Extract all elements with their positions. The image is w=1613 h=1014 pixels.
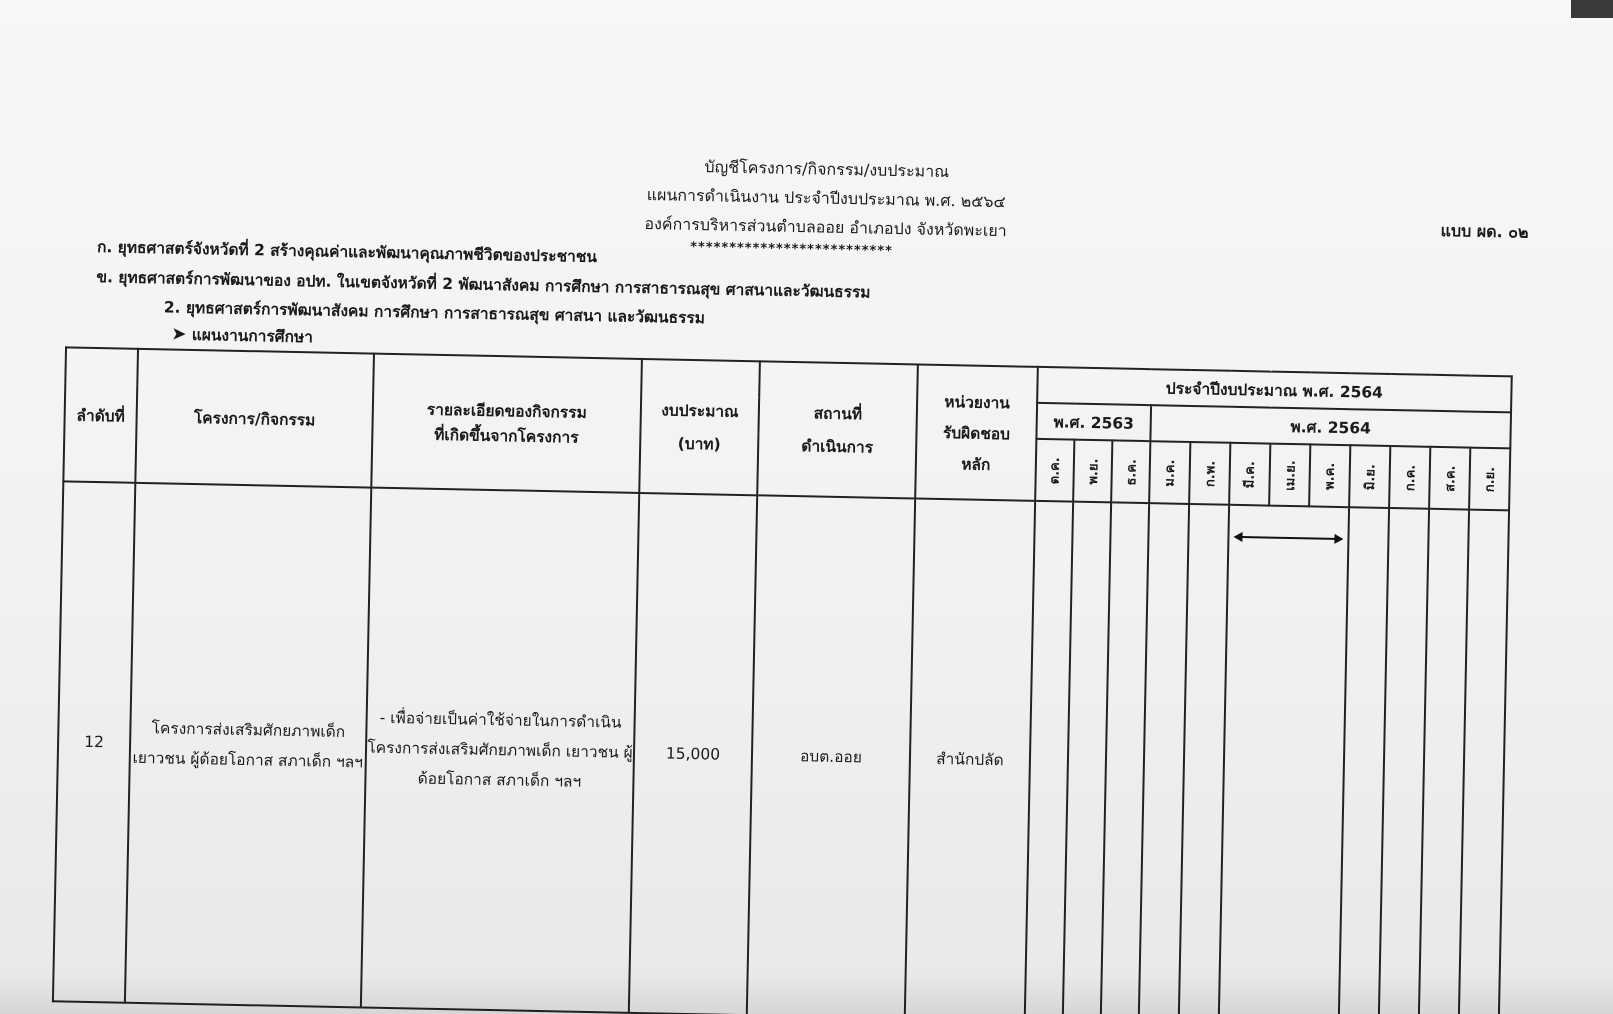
month-label: พ.ค.: [1322, 462, 1339, 490]
month-nov: [1073, 440, 1112, 503]
month-dec: [1111, 440, 1150, 503]
month-aug: [1429, 447, 1470, 510]
header-place-line1: สถานที่: [813, 404, 863, 424]
local-strategy: ข. ยุทธศาสตร์การพัฒนาของ อปท. ในเขตจังหวัดที่ 2 พัฒนาสังคม การศึกษา การสาธารณสุข ศาสนาและวัฒนธรรม: [96, 267, 871, 302]
header-unit-line2: รับผิดชอบ: [942, 423, 1011, 443]
month-label: มี.ค.: [1242, 460, 1259, 488]
doc-subtitle: แผนการดำเนินงาน ประจำปีงบประมาณ พ.ศ. ๒๕๖๔: [646, 185, 1006, 212]
month-label: พ.ย.: [1085, 457, 1102, 485]
month-apr: [1269, 444, 1310, 507]
doc-title: บัญชีโครงการ/กิจกรรม/งบประมาณ: [704, 157, 950, 182]
header-place-line2: ดำเนินการ: [801, 437, 874, 457]
header-budget-line1: งบประมาณ: [661, 401, 739, 421]
header-detail: [371, 354, 642, 493]
header-detail-line1: รายละเอียดของกิจกรรม: [426, 400, 587, 422]
header-unit-line3: หลัก: [961, 454, 991, 474]
month-label: ก.ย.: [1482, 466, 1499, 492]
schedule-cell-mar-may: [1219, 505, 1349, 1014]
header-unit: [915, 364, 1038, 500]
row-budget: 15,000: [629, 493, 757, 1014]
month-jul: [1389, 446, 1430, 509]
schedule-arrow-icon: [1235, 536, 1341, 540]
row-unit: สำนักปลัด: [905, 498, 1035, 1014]
month-sep: [1469, 448, 1510, 511]
month-label: ก.ค.: [1402, 464, 1419, 491]
month-may: [1309, 444, 1350, 507]
month-mar: [1229, 443, 1270, 506]
month-oct: [1035, 439, 1074, 502]
month-feb: [1189, 442, 1230, 505]
table-row: [53, 481, 1509, 1014]
header-year-2564: พ.ศ. 2564: [1150, 405, 1511, 448]
arrow-bullet-icon: ➤: [171, 323, 187, 345]
sub-strategy: 2. ยุทธศาสตร์การพัฒนาสังคม การศึกษา การสาธารณสุข ศาสนา และวัฒนธรรม: [163, 298, 706, 328]
month-jan: [1149, 441, 1190, 504]
month-jun: [1349, 445, 1390, 508]
row-detail: - เพื่อจ่ายเป็นค่าใช้จ่ายในการดำเนินโครงการส่งเสริมศักยภาพเด็ก เยาวชน ผู้ด้อยโอกาส สภาเด็ก ฯลฯ: [361, 488, 639, 1013]
month-label: ส.ค.: [1442, 464, 1459, 492]
doc-divider-stars: **************************: [690, 239, 894, 259]
doc-organization: องค์การบริหารส่วนตำบลออย อำเภอปง จังหวัดพะเยา: [644, 213, 1007, 241]
header-year-2563: พ.ศ. 2563: [1036, 403, 1151, 441]
month-label: เม.ย.: [1282, 459, 1299, 491]
header-detail-line2: ที่เกิดขึ้นจากโครงการ: [434, 425, 579, 447]
province-strategy: ก. ยุทธศาสตร์จังหวัดที่ 2 สร้างคุณค่าและพัฒนาคุณภาพชีวิตของประชาชน: [96, 237, 598, 267]
month-label: ก.พ.: [1202, 460, 1219, 487]
month-label: ต.ค.: [1047, 456, 1064, 484]
header-budget: [639, 359, 760, 495]
page-shadow: [0, 974, 1613, 1014]
month-label: มิ.ย.: [1362, 463, 1379, 490]
header-budget-line2: (บาท): [677, 434, 721, 454]
header-project-label: โครงการ/กิจกรรม: [193, 408, 316, 429]
month-label: ม.ค.: [1162, 458, 1179, 487]
header-fiscal-year: ประจำปีงบประมาณ พ.ศ. 2564: [1037, 367, 1512, 413]
binder-corner: [1571, 0, 1613, 18]
header-place: [757, 361, 918, 498]
row-project: โครงการส่งเสริมศักยภาพเด็ก เยาวชน ผู้ด้อยโอกาส สภาเด็ก ฯลฯ: [125, 483, 371, 1008]
row-no: 12: [53, 481, 135, 1002]
work-plan: [171, 322, 313, 350]
form-code: แบบ ผด. ๐๒: [1440, 220, 1529, 242]
row-place: อบต.ออย: [747, 495, 915, 1014]
work-plan-label: แผนงานการศึกษา: [191, 325, 314, 347]
header-no: ลำดับที่: [63, 347, 138, 482]
month-label: ธ.ค.: [1123, 458, 1140, 486]
plan-table: [52, 346, 1513, 1014]
header-unit-line1: หน่วยงาน: [944, 392, 1011, 412]
header-project: [135, 349, 374, 488]
